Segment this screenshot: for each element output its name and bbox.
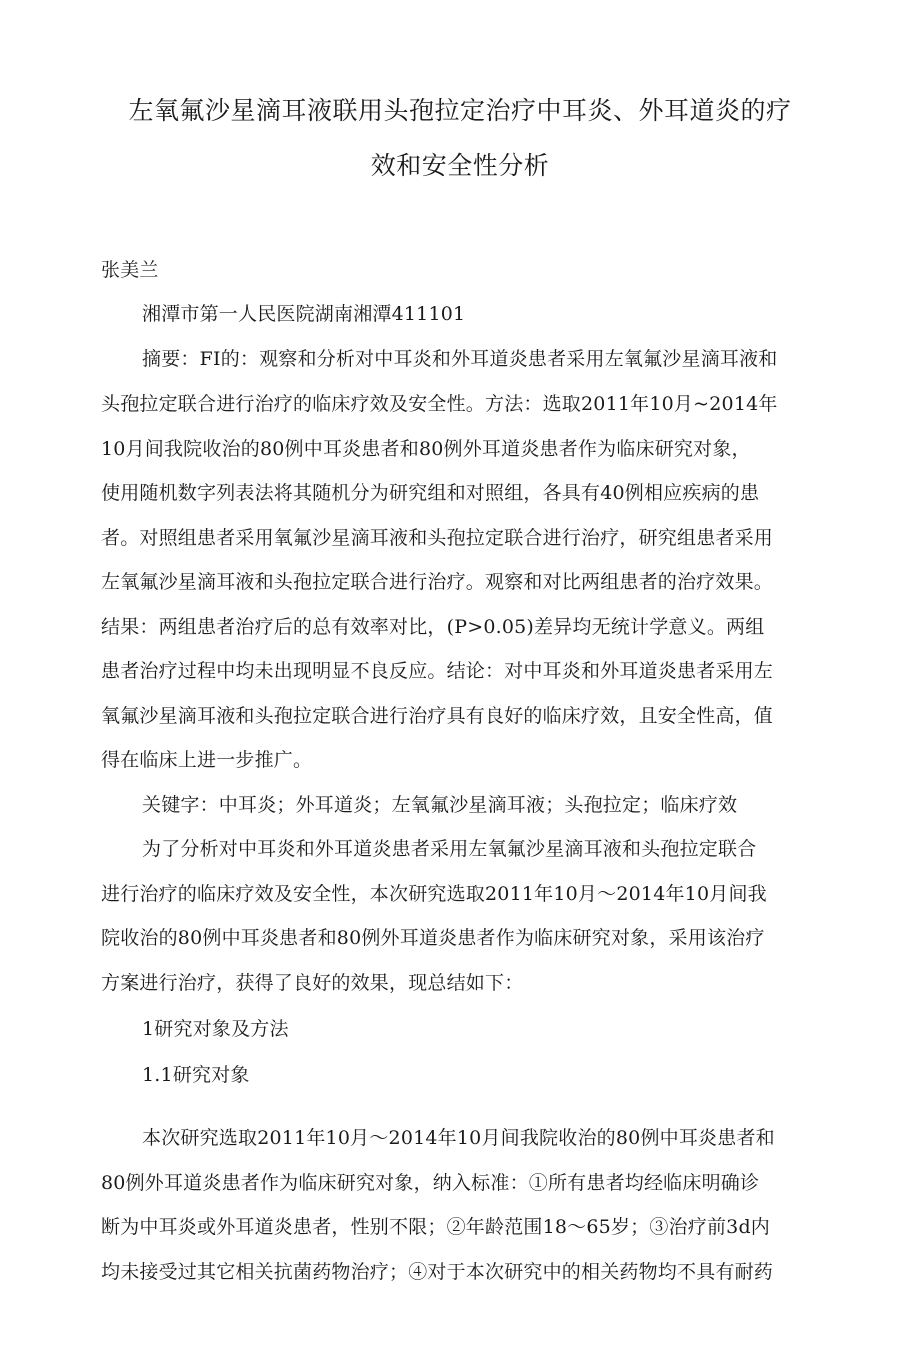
paper-title-line-1: 左氧氟沙星滴耳液联用头孢拉定治疗中耳炎、外耳道炎的疗 bbox=[128, 96, 792, 125]
body-line: 本次研究选取2011年10月～2014年10月间我院收治的80例中耳炎患者和 bbox=[142, 1127, 775, 1149]
author-name: 张美兰 bbox=[101, 259, 159, 281]
paper-title-line-2: 效和安全性分析 bbox=[370, 151, 550, 180]
intro-line: 进行治疗的临床疗效及安全性，本次研究选取2011年10月～2014年10月间我 bbox=[101, 883, 767, 905]
abstract-line: 左氧氟沙星滴耳液和头孢拉定联合进行治疗。观察和对比两组患者的治疗效果。 bbox=[101, 571, 774, 593]
keywords: 关键字：中耳炎；外耳道炎；左氧氟沙星滴耳液；头孢拉定；临床疗效 bbox=[142, 794, 738, 816]
body-line: 断为中耳炎或外耳道炎患者，性别不限；②年龄范围18～65岁；③治疗前3d内 bbox=[101, 1216, 771, 1238]
abstract-line: 结果：两组患者治疗后的总有效率对比，(P>0.05)差异均无统计学意义。两组 bbox=[101, 616, 765, 638]
intro-line: 院收治的80例中耳炎患者和80例外耳道炎患者作为临床研究对象，采用该治疗 bbox=[101, 927, 765, 949]
abstract-line: 头孢拉定联合进行治疗的临床疗效及安全性。方法：选取2011年10月~2014年 bbox=[101, 393, 778, 415]
section-heading: 1研究对象及方法 bbox=[142, 1018, 289, 1040]
abstract-line: 使用随机数字列表法将其随机分为研究组和对照组，各具有40例相应疾病的患 bbox=[101, 482, 760, 504]
affiliation: 湘潭市第一人民医院湖南湘潭411101 bbox=[142, 303, 466, 325]
abstract-line: 患者治疗过程中均未出现明显不良反应。结论：对中耳炎和外耳道炎患者采用左 bbox=[101, 660, 774, 682]
abstract-line: 者。对照组患者采用氧氟沙星滴耳液和头孢拉定联合进行治疗，研究组患者采用 bbox=[101, 527, 774, 549]
abstract-line: 10月间我院收治的80例中耳炎患者和80例外耳道炎患者作为临床研究对象， bbox=[101, 438, 751, 460]
body-line: 均未接受过其它相关抗菌药物治疗；④对于本次研究中的相关药物均不具有耐药 bbox=[101, 1261, 774, 1283]
subsection-heading: 1.1研究对象 bbox=[142, 1064, 250, 1086]
intro-line: 为了分析对中耳炎和外耳道炎患者采用左氧氟沙星滴耳液和头孢拉定联合 bbox=[142, 838, 757, 860]
abstract-line: 摘要：FI的：观察和分析对中耳炎和外耳道炎患者采用左氧氟沙星滴耳液和 bbox=[142, 348, 778, 370]
intro-line: 方案进行治疗，获得了良好的效果，现总结如下： bbox=[101, 972, 524, 994]
abstract-line: 得在临床上进一步推广。 bbox=[101, 749, 313, 771]
abstract-line: 氧氟沙星滴耳液和头孢拉定联合进行治疗具有良好的临床疗效，且安全性高，值 bbox=[101, 705, 774, 727]
body-line: 80例外耳道炎患者作为临床研究对象，纳入标准：①所有患者均经临床明确诊 bbox=[101, 1172, 760, 1194]
